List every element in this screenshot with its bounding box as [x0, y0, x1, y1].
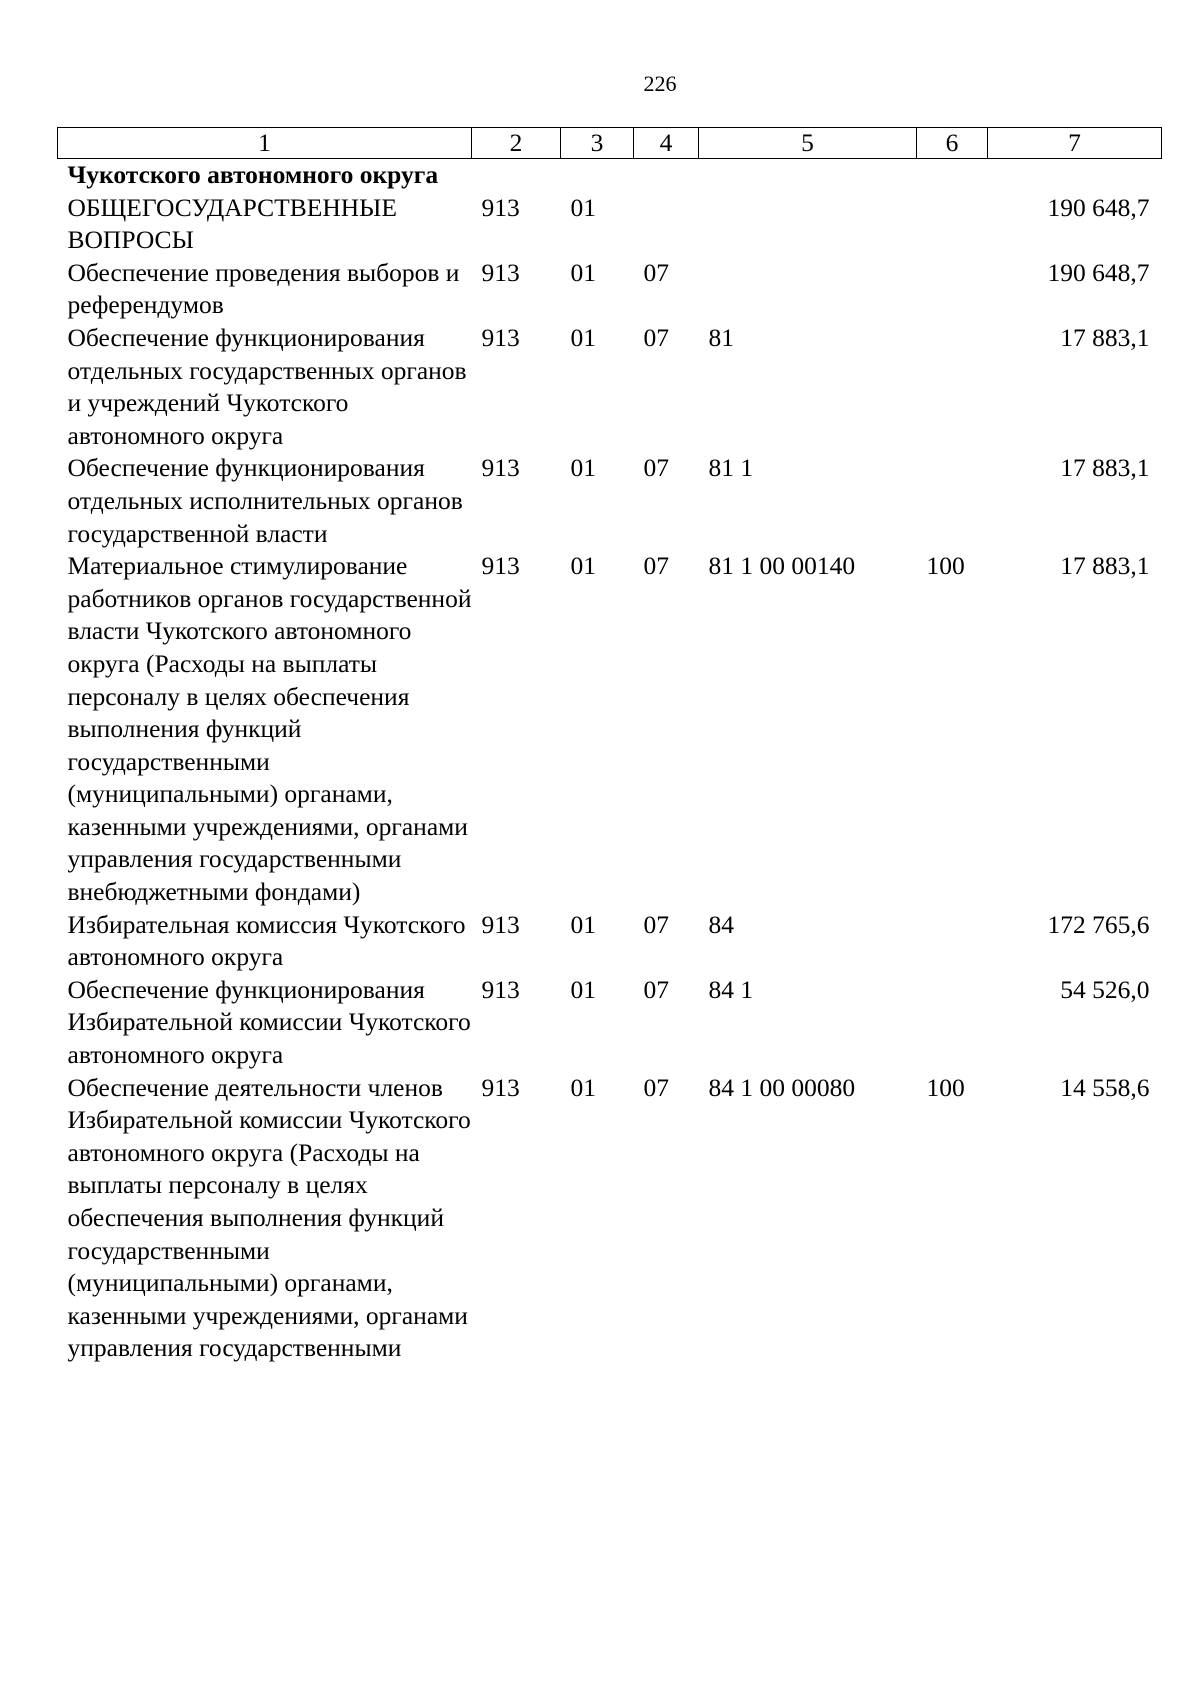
- row-target-article-cell: [699, 159, 917, 192]
- column-header-target-article: 5: [699, 128, 917, 159]
- row-name-cell: Избирательная комиссия Чукотского автономного округа: [67, 909, 466, 972]
- row-section-cell: 01: [570, 192, 596, 222]
- row-name-cell: Материальное стимулирование работников органов государственной власти Чукотского автономного округа (Расходы на выплаты персоналу в целях обеспечения выполнения функций государственными (муниципальными) органами, казенными учреждениями, органами управления государственными внебюджетными фондами): [67, 551, 472, 907]
- row-section-cell: 01: [570, 322, 596, 352]
- row-name-cell: Обеспечение функционирования Избирательной комиссии Чукотского автономного округа: [67, 974, 471, 1070]
- row-grbs-cell: 913: [481, 453, 520, 483]
- row-expense-type-cell: 100: [926, 1072, 965, 1102]
- row-target-article-cell: 84 1: [708, 974, 754, 1004]
- row-name-cell: Чукотского автономного округа: [67, 160, 439, 189]
- row-expense-type-cell: [917, 192, 988, 257]
- row-name-cell: Обеспечение деятельности членов Избирательной комиссии Чукотского автономного округа (Расходы на выплаты персоналу в целях обеспечения выполнения функций государственными (муниципальными) органами, казенными учреждениями, органами управления государственными: [67, 1072, 471, 1363]
- table-row: [58, 909, 1162, 974]
- row-expense-type-cell: [917, 159, 988, 192]
- row-target-article-cell: [699, 192, 917, 257]
- table-row: [58, 1072, 1162, 1365]
- row-expense-type-cell: [917, 452, 988, 550]
- row-expense-type-cell: [917, 257, 988, 322]
- header-row: [58, 128, 1162, 159]
- table-row: [58, 192, 1162, 257]
- row-section-cell: 01: [570, 257, 596, 287]
- row-grbs-cell: 913: [481, 322, 520, 352]
- row-target-article-cell: 84 1 00 00080: [708, 1072, 856, 1102]
- row-subsection-cell: 07: [643, 453, 669, 483]
- row-section-cell: 01: [570, 974, 596, 1004]
- column-header-subsection: 4: [634, 128, 699, 159]
- row-section-cell: 01: [570, 909, 596, 939]
- table-row: [58, 550, 1162, 909]
- column-header-grbs: 2: [472, 128, 561, 159]
- table-row: [58, 257, 1162, 322]
- row-subsection-cell: 07: [643, 909, 669, 939]
- row-name-cell: ОБЩЕГОСУДАРСТВЕННЫЕ ВОПРОСЫ: [67, 192, 397, 255]
- table-row: [58, 322, 1162, 452]
- row-name-cell: Обеспечение проведения выборов и референдумов: [67, 257, 460, 320]
- row-grbs-cell: 913: [481, 192, 520, 222]
- row-subsection-cell: 07: [643, 551, 669, 581]
- row-expense-type-cell: [917, 909, 988, 974]
- table-row: [58, 452, 1162, 550]
- row-amount-cell: 17 883,1: [1060, 551, 1150, 581]
- row-expense-type-cell: 100: [926, 551, 965, 581]
- column-header-expense-type: 6: [917, 128, 988, 159]
- row-subsection-cell: 07: [643, 257, 669, 287]
- row-grbs-cell: [472, 159, 561, 192]
- row-grbs-cell: 913: [481, 909, 520, 939]
- row-target-article-cell: [699, 257, 917, 322]
- row-subsection-cell: 07: [643, 974, 669, 1004]
- row-grbs-cell: 913: [481, 257, 520, 287]
- row-section-cell: [561, 159, 634, 192]
- row-section-cell: 01: [570, 453, 596, 483]
- row-target-article-cell: 81: [708, 322, 734, 352]
- row-amount-cell: 54 526,0: [1060, 974, 1150, 1004]
- budget-table: [57, 127, 1162, 1365]
- row-subsection-cell: [634, 159, 699, 192]
- row-target-article-cell: 81 1: [708, 453, 754, 483]
- row-section-cell: 01: [570, 1072, 596, 1102]
- column-header-section: 3: [561, 128, 634, 159]
- column-header-amount: 7: [988, 128, 1162, 159]
- table-row: [58, 159, 1162, 192]
- row-section-cell: 01: [570, 551, 596, 581]
- row-name-cell: Обеспечение функционирования отдельных исполнительных органов государственной власти: [67, 453, 463, 548]
- row-target-article-cell: 81 1 00 00140: [708, 551, 856, 581]
- row-grbs-cell: 913: [481, 1072, 520, 1102]
- table-header: [58, 128, 1162, 159]
- row-expense-type-cell: [917, 974, 988, 1072]
- row-amount-cell: 14 558,6: [1060, 1072, 1150, 1102]
- table-row: [58, 974, 1162, 1072]
- row-subsection-cell: 07: [643, 322, 669, 352]
- table-body: [58, 159, 1162, 1365]
- row-amount-cell: 17 883,1: [1060, 453, 1150, 483]
- row-name-cell: Обеспечение функционирования отдельных государственных органов и учреждений Чукотского автономного округа: [67, 322, 467, 450]
- row-subsection-cell: 07: [643, 1072, 669, 1102]
- row-amount-cell: 190 648,7: [1047, 192, 1150, 222]
- row-target-article-cell: 84: [708, 909, 734, 939]
- column-header-name: 1: [58, 128, 472, 159]
- row-grbs-cell: 913: [481, 551, 520, 581]
- page-number: 226: [643, 71, 677, 96]
- row-amount-cell: 17 883,1: [1060, 322, 1150, 352]
- row-grbs-cell: 913: [481, 974, 520, 1004]
- row-amount-cell: 172 765,6: [1047, 909, 1150, 939]
- row-subsection-cell: [634, 192, 699, 257]
- row-amount-cell: [988, 159, 1162, 192]
- row-expense-type-cell: [917, 322, 988, 452]
- row-amount-cell: 190 648,7: [1047, 257, 1150, 287]
